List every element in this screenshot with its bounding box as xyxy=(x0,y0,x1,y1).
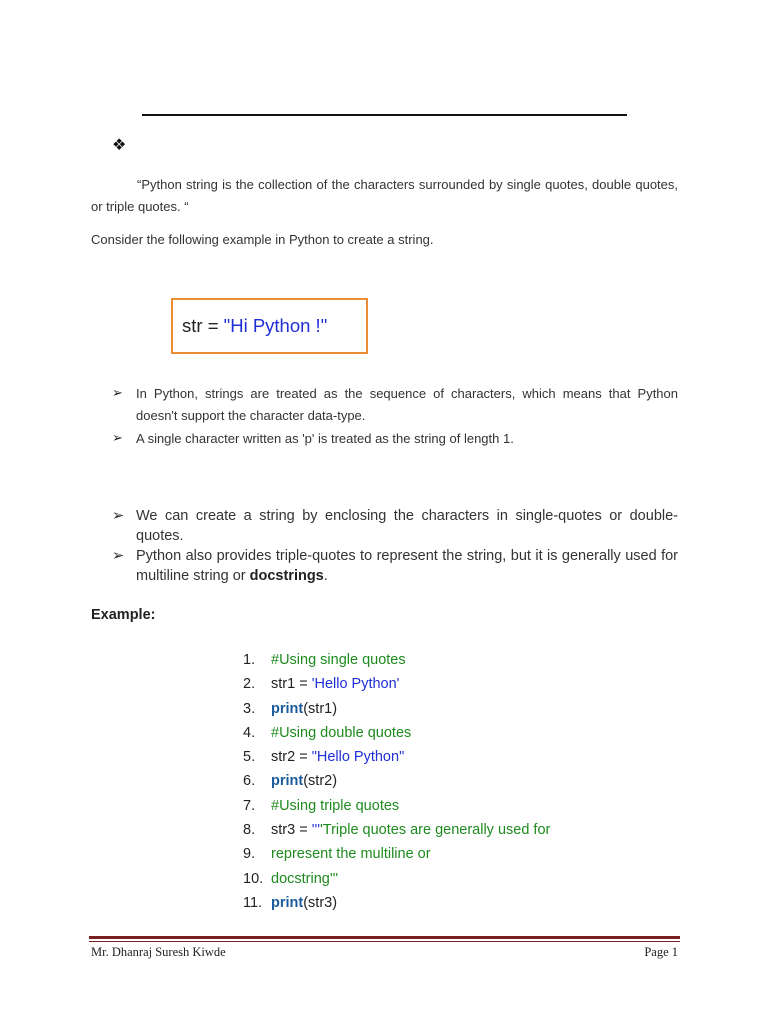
line-number: 1. xyxy=(243,652,256,668)
line-number: 9. xyxy=(243,846,256,863)
code-example-box xyxy=(171,298,368,354)
footer-author: Mr. Dhanraj Suresh Kiwde xyxy=(91,945,226,959)
code-token-string: ''' xyxy=(311,822,321,839)
code-token-comment: represent the multiline or xyxy=(271,846,431,863)
arrow-bullet-icon: ➢ xyxy=(112,386,123,401)
code-box-variable: str = xyxy=(182,315,224,336)
code-line xyxy=(243,745,550,769)
code-line xyxy=(243,842,550,866)
code-token-kw: print xyxy=(271,894,304,911)
line-number: 5. xyxy=(243,749,256,766)
code-token-plain: str1 = xyxy=(271,676,312,693)
list-item xyxy=(112,383,678,427)
arrow-bullet-icon: ➢ xyxy=(112,508,125,524)
consider-text: Consider the following example in Python to create a string. xyxy=(91,232,434,247)
code-token-kw: print xyxy=(271,773,304,790)
code-token-plain: str3 = xyxy=(271,822,312,839)
example-heading: Example: xyxy=(91,607,156,623)
code-box-string: "Hi Python !" xyxy=(223,315,328,336)
code-token-comment: #Using single quotes xyxy=(271,652,406,668)
line-number: 4. xyxy=(243,724,256,741)
arrow-bullet-icon: ➢ xyxy=(112,431,123,446)
docstrings-term: docstrings xyxy=(249,568,324,584)
line-number: 7. xyxy=(243,797,256,814)
list-item xyxy=(112,428,678,450)
bullet-list-facts xyxy=(112,383,678,451)
code-token-plain: (str1) xyxy=(303,700,338,717)
bullet-text: Python also provides triple-quotes to represent the string, but it is generally used for multiline string or xyxy=(136,548,678,584)
code-line xyxy=(243,672,550,696)
code-token-comment: 'Triple quotes are generally used for xyxy=(320,822,551,839)
code-token-plain: str2 = xyxy=(271,749,312,766)
code-token-plain: (str3) xyxy=(303,894,338,911)
line-number: 6. xyxy=(243,773,256,790)
code-token-kw: print xyxy=(271,700,304,717)
bullet-period: . xyxy=(323,568,328,584)
code-token-comment: #Using double quotes xyxy=(271,724,412,741)
line-number: 10. xyxy=(243,870,264,887)
bullet-text: In Python, strings are treated as the sequence of characters, which means that Python doesn't support the character data-type. xyxy=(136,386,678,423)
bullet-list-creation xyxy=(112,506,678,586)
code-token-plain: (str2) xyxy=(303,773,338,790)
code-listing xyxy=(243,648,550,915)
code-line xyxy=(243,891,550,915)
code-line xyxy=(243,867,550,891)
code-token-comment: docstring''' xyxy=(271,870,339,887)
code-token-comment: #Using triple quotes xyxy=(271,797,400,814)
code-token-string: "Hello Python" xyxy=(311,749,405,766)
list-item xyxy=(112,546,678,586)
line-number: 2. xyxy=(243,676,256,693)
footer-rule-thin xyxy=(89,941,680,942)
code-line xyxy=(243,648,550,672)
line-number: 3. xyxy=(243,700,256,717)
header-rule xyxy=(142,114,627,116)
line-number: 11. xyxy=(243,894,263,911)
bullet-text: We can create a string by enclosing the characters in single-quotes or double-quotes. xyxy=(136,508,678,544)
line-number: 8. xyxy=(243,822,256,839)
code-line xyxy=(243,697,550,721)
diamond-bullet-icon: ❖ xyxy=(112,135,127,154)
code-line xyxy=(243,794,550,818)
footer-rule xyxy=(89,936,680,939)
code-token-string: 'Hello Python' xyxy=(311,676,400,693)
bullet-text: A single character written as 'p' is treated as the string of length 1. xyxy=(136,431,514,446)
footer-page-number: Page 1 xyxy=(644,945,678,959)
definition-quote: “Python string is the collection of the characters surrounded by single quotes, double quotes, or triple quotes. “ xyxy=(91,177,678,214)
code-line xyxy=(243,818,550,842)
list-item xyxy=(112,506,678,546)
code-line xyxy=(243,721,550,745)
code-line xyxy=(243,769,550,793)
arrow-bullet-icon: ➢ xyxy=(112,548,125,564)
